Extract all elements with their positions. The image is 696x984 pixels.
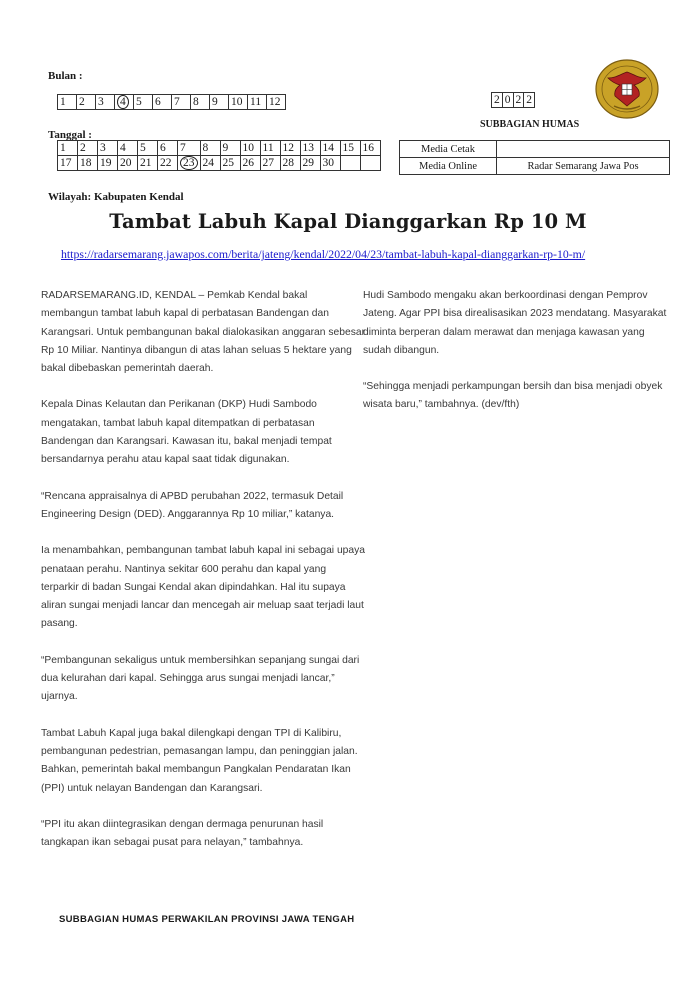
date-cell: 30 [320,156,340,171]
date-cell: 2 [78,141,98,156]
article-url-link[interactable]: https://radarsemarang.jawapos.com/berita/jateng/kendal/2022/04/23/tambat-labuh-kapal-dianggarkan-rp-10-m/ [61,247,586,261]
date-cell: 10 [240,141,260,156]
date-cell: 29 [300,156,320,171]
date-cell: 11 [260,141,280,156]
media-online-label: Media Online [400,158,497,175]
bulan-label: Bulan : [48,70,83,82]
month-cell: 3 [96,95,115,110]
media-cetak-value [497,141,670,158]
date-cell [340,156,360,171]
month-cell: 7 [172,95,191,110]
date-cell: 21 [138,156,158,171]
footer-text: SUBBAGIAN HUMAS PERWAKILAN PROVINSI JAWA TENGAH [59,914,355,925]
month-cell: 8 [191,95,210,110]
date-cell: 24 [200,156,220,171]
media-table [399,140,670,175]
date-cell: 23 [178,156,201,171]
date-cell: 16 [360,141,380,156]
month-cell: 12 [267,95,286,110]
month-cell: 11 [248,95,267,110]
article-paragraph: Tambat Labuh Kapal juga bakal dilengkapi dengan TPI di Kalibiru, pembangunan pedestrian, pemasangan lampu, dan peninggian jalan. Bahkan, pemerintah bakal membangun Pangkalan Pendaratan Ikan (PPI) untuk nelayan Bandengan dan Karangsari. [41,727,358,794]
year-grid [491,92,535,108]
month-cell: 4 [115,95,134,110]
date-cell: 28 [280,156,300,171]
date-cell: 17 [58,156,78,171]
article-paragraph: Ia menambahkan, pembangunan tambat labuh kapal ini sebagai upaya penataan perahu. Nantinya sekitar 600 perahu dan kapal yang terparkir di badan Sungai Kendal akan dipindahkan. Hal itu supaya aliran sungai menjadi lancar dan mencegah air meluap saat terjadi laut pasang. [41,545,366,630]
date-cell: 7 [178,141,201,156]
date-cell [360,156,380,171]
dept-label: SUBBAGIAN HUMAS [480,119,580,130]
date-cell: 19 [98,156,118,171]
date-cell: 5 [138,141,158,156]
month-grid [57,94,286,110]
date-cell: 12 [280,141,300,156]
month-cell: 1 [58,95,77,110]
date-cell: 14 [320,141,340,156]
date-cell: 9 [220,141,240,156]
article-paragraph: “PPI itu akan diintegrasikan dengan dermaga penurunan hasil tangkapan ikan sebagai pusat para nelayan,” tambahnya. [41,818,324,849]
month-cell: 6 [153,95,172,110]
date-grid [57,140,381,171]
year-digit-cell: 0 [502,93,513,108]
date-cell: 13 [300,141,320,156]
date-cell: 22 [158,156,178,171]
article-paragraph: Kepala Dinas Kelautan dan Perikanan (DKP) Hudi Sambodo mengatakan, tambat labuh kapal ditempatkan di perbatasan Bandengan dan Karangsari. Kawasan itu, bakal menjadi tempat bersandarnya perahu atau kapal saat tidak digunakan. [41,399,332,466]
year-digit-cell: 2 [492,93,503,108]
article-paragraph: Hudi Sambodo mengaku akan berkoordinasi dengan Pemprov Jateng. Agar PPI bisa direalisasikan 2023 mendatang. Masyarakat diminta berperan dalam merawat dan menjaga kawasan yang sudah dibangun. [363,290,667,356]
article-body-left [41,287,366,870]
article-paragraph: “Sehingga menjadi perkampungan bersih dan bisa menjadi obyek wisata baru,” tambahnya. (dev/fth) [363,381,663,411]
tanggal-label: Tanggal : [48,129,92,141]
date-cell: 25 [220,156,240,171]
month-cell: 5 [134,95,153,110]
date-cell: 8 [200,141,220,156]
garuda-emblem-icon [594,58,660,120]
article-body-right [363,287,669,433]
month-cell: 2 [77,95,96,110]
month-cell: 10 [229,95,248,110]
media-cetak-label: Media Cetak [400,141,497,158]
month-cell: 9 [210,95,229,110]
date-cell: 18 [78,156,98,171]
media-online-value: Radar Semarang Jawa Pos [497,158,670,175]
date-cell: 1 [58,141,78,156]
date-cell: 26 [240,156,260,171]
date-cell: 4 [118,141,138,156]
date-cell: 20 [118,156,138,171]
date-cell: 6 [158,141,178,156]
date-cell: 27 [260,156,280,171]
article-paragraph: RADARSEMARANG.ID, KENDAL – Pemkab Kendal bakal membangun tambat labuh kapal di perbatasan Bandengan dan Karangsari. Untuk pembangunan bakal dialokasikan anggaran sebesar Rp 10 Miliar. Nantinya dibangun di atas lahan seluas 5 hektare yang bakal dibebaskan pemerintah daerah. [41,290,365,375]
wilayah-label: Wilayah: Kabupaten Kendal [48,191,184,203]
date-cell: 3 [98,141,118,156]
year-digit-cell: 2 [524,93,535,108]
article-paragraph: “Pembangunan sekaligus untuk membersihkan sepanjang sungai dari dua kelurahan dari kapal. Sehingga arus sungai menjadi lancar,” ujarnya. [41,654,360,703]
date-cell: 15 [340,141,360,156]
article-title: Tambat Labuh Kapal Dianggarkan Rp 10 M [109,210,587,233]
year-digit-cell: 2 [513,93,524,108]
article-paragraph: “Rencana appraisalnya di APBD perubahan 2022, termasuk Detail Engineering Design (DED). Anggarannya Rp 10 miliar,” katanya. [41,490,344,520]
